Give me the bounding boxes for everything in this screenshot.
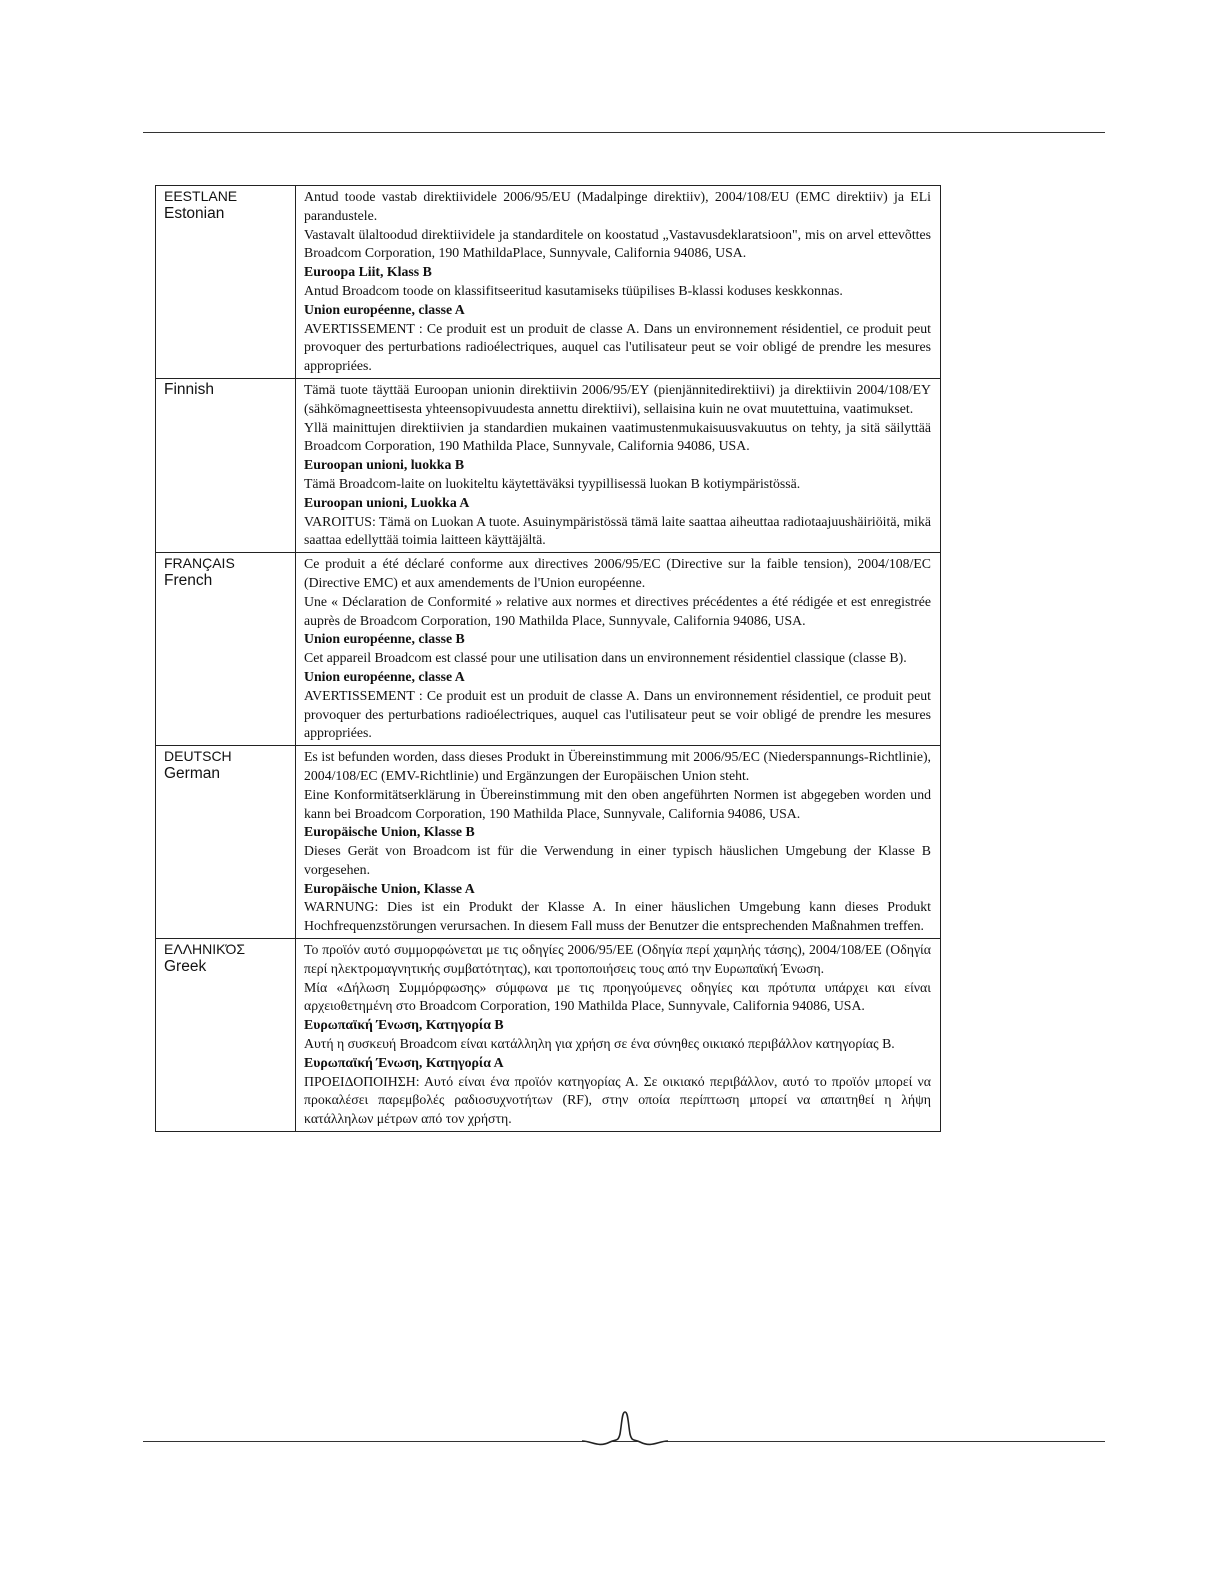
language-cell [156,186,296,379]
compliance-table [155,185,941,1132]
language-english-name: Greek [164,958,207,976]
language-cell [156,378,296,552]
declaration-paragraph: Yllä mainittujen direktiivien ja standardien mukainen vaatimustenmukaisuusvakuutus on tehty, ja sitä säilyttää Broadcom Corporation, 190 Mathilda Place, Sunnyvale, California 94086, USA. [304,419,931,454]
class-heading: Union européenne, classe A [304,301,465,317]
class-heading: Union européenne, classe A [304,668,465,684]
declaration-text-cell [296,939,941,1132]
language-english-name: French [164,572,213,590]
table-row-german [156,746,941,939]
header-rule [143,132,1105,133]
declaration-paragraph: Cet appareil Broadcom est classé pour une utilisation dans un environnement résidentiel classique (classe B). [304,650,907,666]
declaration-paragraph: Αυτή η συσκευή Broadcom είναι κατάλληλη για χρήση σε ένα σύνηθες οικιακό περιβάλλον κατηγορίας Β. [304,1036,895,1052]
class-heading: Europäische Union, Klasse A [304,880,475,896]
declaration-paragraph: Une « Déclaration de Conformité » relative aux normes et directives précédentes a été rédigée et est enregistrée auprès de Broadcom Corporation, 190 Mathilda Place, Sunnyvale, California 94086, USA. [304,593,931,628]
declaration-paragraph: Tämä Broadcom-laite on luokiteltu käytettäväksi tyypillisessä luokan B kotiympäristössä. [304,475,801,491]
table-row-french [156,553,941,746]
declaration-paragraph: Μία «Δήλωση Συμμόρφωσης» σύμφωνα με τις προηγούμενες οδηγίες και πρότυπα υπάρχει και είναι αρχειοθετημένη στο Broadcom Corporation, 190 Mathilda Place, Sunnyvale, California 94086, USA. [304,979,931,1014]
language-native-name: FRANÇAIS [164,555,235,572]
declaration-paragraph: Το προϊόν αυτό συμμορφώνεται με τις οδηγίες 2006/95/ΕΕ (Οδηγία περί χαμηλής τάσης), 2004/108/ΕΕ (Οδηγία περί ηλεκτρομαγνητικής συμβατότητας), και τροποποιήσεις τους από την Ευρωπαϊκή Ένωση. [304,942,931,976]
class-heading: Euroopa Liit, Klass B [304,264,432,280]
declaration-paragraph: Eine Konformitätserklärung in Übereinstimmung mit den oben angeführten Normen ist abgegeben worden und kann bei Broadcom Corporation, 190 Mathilda Place, Sunnyvale, California 94086, USA. [304,786,931,821]
language-native-name: ΕΛΛΗΝΙΚΌΣ [164,941,245,958]
table-row-finnish [156,378,941,552]
language-cell [156,553,296,746]
footer-pulse-logo-icon [580,1408,670,1448]
class-heading: Euroopan unioni, Luokka A [304,494,470,510]
declaration-paragraph: Antud Broadcom toode on klassifitseeritud kasutamiseks tüüpilises B-klassi koduses keskkonnas. [304,282,843,298]
language-cell [156,746,296,939]
declaration-paragraph: Antud toode vastab direktiividele 2006/95/EU (Madalpinge direktiiv), 2004/108/EU (EMC direktiiv) ja ELi parandustele. [304,189,931,223]
declaration-text-cell [296,378,941,552]
table-row-greek [156,939,941,1132]
class-heading: Ευρωπαϊκή Ένωση, Κατηγορία Α [304,1054,504,1070]
declaration-paragraph: Es ist befunden worden, dass dieses Produkt in Übereinstimmung mit 2006/95/EC (Niederspannungs-Richtlinie), 2004/108/EC (EMV-Richtlinie) und Ergänzungen der Europäischen Union steht. [304,749,931,783]
class-heading: Europäische Union, Klasse B [304,824,475,840]
warning-paragraph: VAROITUS: Tämä on Luokan A tuote. Asuinympäristössä tämä laite saattaa aiheuttaa radiotaajuushäiriöitä, mikä saattaa edellyttää toimia laitteen käyttäjältä. [304,513,931,548]
language-english-name: Finnish [164,380,214,398]
warning-paragraph: AVERTISSEMENT : Ce produit est un produit de classe A. Dans un environnement résidentiel, ce produit peut provoquer des perturbations radioélectriques, auquel cas l'utilisateur peut se voir obligé de prendre les mesures appropriées. [304,687,931,741]
declaration-paragraph: Tämä tuote täyttää Euroopan unionin direktiivin 2006/95/EY (pienjännitedirektiivi) ja direktiivin 2004/108/EY (sähkömagneettisesta yhteensopivuudesta annettu direktiivi), sellaisina kuin ne ovat muutettuina, vaatimukset. [304,381,931,416]
declaration-paragraph: Dieses Gerät von Broadcom ist für die Verwendung in einer typisch häuslichen Umgebung der Klasse B vorgesehen. [304,843,931,877]
language-cell [156,939,296,1132]
class-heading: Ευρωπαϊκή Ένωση, Κατηγορία Β [304,1017,504,1033]
language-native-name: EESTLANE [164,188,238,204]
language-native-name: DEUTSCH [164,748,232,765]
language-english-name: Estonian [164,205,225,222]
class-heading: Euroopan unioni, luokka B [304,457,465,473]
declaration-text-cell [296,186,941,379]
language-english-name: German [164,765,220,783]
warning-paragraph: WARNUNG: Dies ist ein Produkt der Klasse A. In einer häuslichen Umgebung kann dieses Produkt Hochfrequenzstörungen verursachen. In diesem Fall muss der Benutzer die entsprechenden Maßnahmen treffen. [304,899,931,934]
declaration-paragraph: Vastavalt ülaltoodud direktiividele ja standarditele on koostatud „Vastavusdeklaratsioon", mis on arvel ettevõttes Broadcom Corporation, 190 MathildaPlace, Sunnyvale, California 94086, USA. [304,226,931,261]
declaration-text-cell [296,553,941,746]
declaration-paragraph: Ce produit a été déclaré conforme aux directives 2006/95/EC (Directive sur la faible tension), 2004/108/EC (Directive EMC) et aux amendements de l'Union européenne. [304,556,931,590]
table-row-estonian [156,186,941,379]
warning-paragraph: AVERTISSEMENT : Ce produit est un produit de classe A. Dans un environnement résidentiel, ce produit peut provoquer des perturbations radioélectriques, auquel cas l'utilisateur peut se voir obligé de prendre les mesures appropriées. [304,320,931,374]
class-heading: Union européenne, classe B [304,631,465,647]
warning-paragraph: ΠΡΟΕΙΔΟΠΟΙΗΣΗ: Αυτό είναι ένα προϊόν κατηγορίας Α. Σε οικιακό περιβάλλον, αυτό το προϊόν μπορεί να προκαλέσει παρεμβολές ραδιοσυχνοτήτων (RF), στην οποία περίπτωση μπορεί να απαιτηθεί η λήψη κατάλληλων μέτρων από τον χρήστη. [304,1073,931,1127]
declaration-text-cell [296,746,941,939]
